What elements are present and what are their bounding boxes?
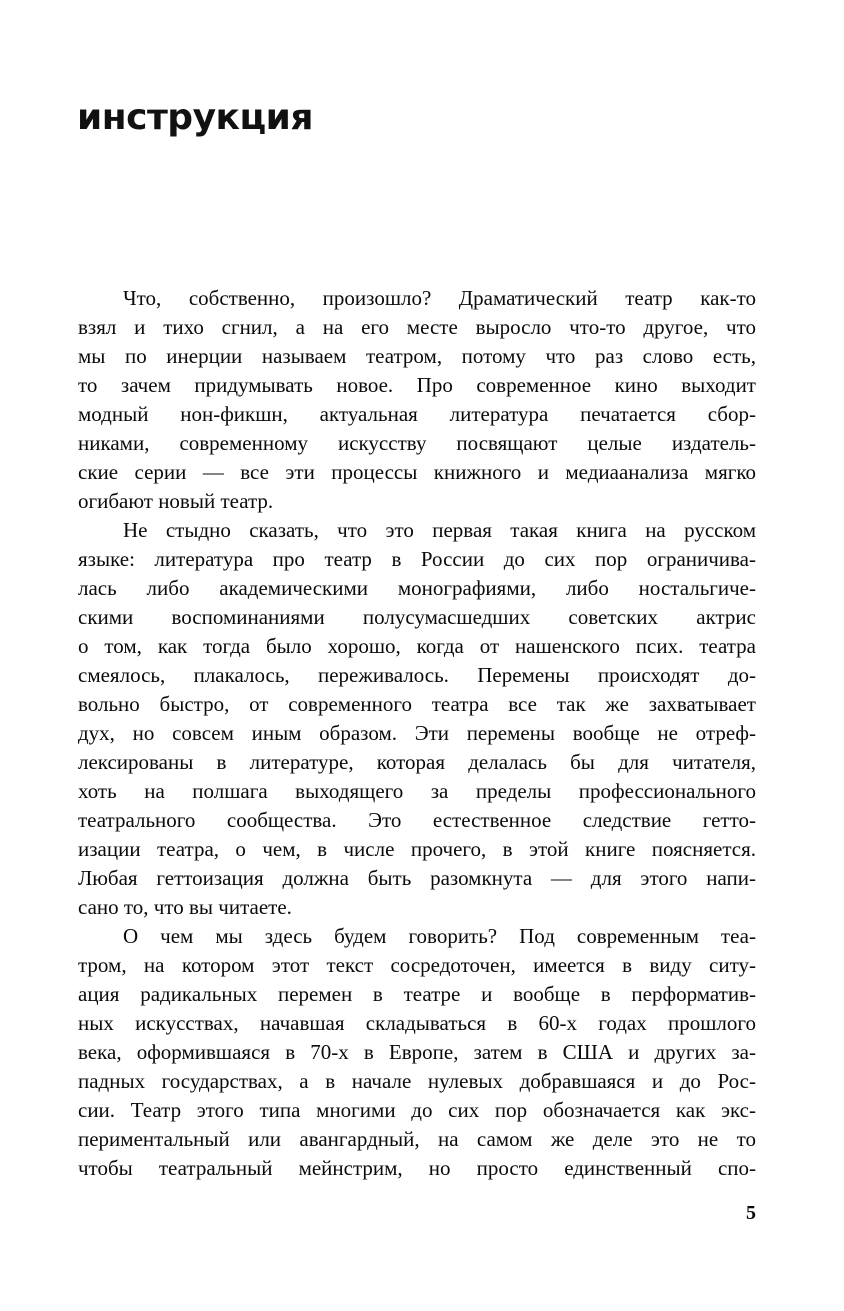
text-line: сано то, что вы читаете. [78,895,292,919]
text-line: смеялось, плакалось, переживалось. Перемены происходят до- [78,663,756,687]
text-line: взял и тихо сгнил, а на его месте выросло что-то другое, что [78,315,756,339]
text-line: лексированы в литературе, которая делалась бы для читателя, [78,750,756,774]
text-line: Не стыдно сказать, что это первая такая книга на русском [123,518,756,542]
text-line: Что, собственно, произошло? Драматический театр как-то [123,286,756,310]
text-line: Любая геттоизация должна быть разомкнута — для этого напи- [78,866,756,890]
text-line: ские серии — все эти процессы книжного и медиаанализа мягко [78,460,756,484]
text-line: театрального сообщества. Это естественное следствие гетто- [78,808,756,832]
text-line: хоть на полшага выходящего за пределы профессионального [78,779,756,803]
paragraph [78,922,756,1183]
text-line: вольно быстро, от современного театра все так же захватывает [78,692,756,716]
text-line: изации театра, о чем, в числе прочего, в этой книге поясняется. [78,837,756,861]
text-line: никами, современному искусству посвящают целые издатель- [78,431,756,455]
body-text-block [78,284,756,1183]
text-line: о том, как тогда было хорошо, когда от нашенского псих. театра [78,634,756,658]
text-line: чтобы театральный мейнстрим, но просто единственный спо- [78,1156,756,1180]
text-line: то зачем придумывать новое. Про современное кино выходит [78,373,756,397]
chapter-title: инструкция [77,97,313,138]
paragraph [78,284,756,516]
text-line: века, оформившаяся в 70-х в Европе, затем в США и других за- [78,1040,756,1064]
text-line: периментальный или авангардный, на самом же деле это не то [78,1127,756,1151]
paragraph [78,516,756,922]
page-number: 5 [746,1202,756,1224]
text-line: модный нон-фикшн, актуальная литература печатается сбор- [78,402,756,426]
text-line: мы по инерции называем театром, потому что раз слово есть, [78,344,756,368]
text-line: падных государствах, а в начале нулевых добравшаяся и до Рос- [78,1069,756,1093]
text-line: скими воспоминаниями полусумасшедших советских актрис [78,605,756,629]
text-line: языке: литература про театр в России до сих пор ограничива- [78,547,756,571]
text-line: ных искусствах, начавшая складываться в 60-х годах прошлого [78,1011,756,1035]
text-line: ация радикальных перемен в театре и вообще в перформатив- [78,982,756,1006]
text-line: дух, но совсем иным образом. Эти перемены вообще не отреф- [78,721,756,745]
text-line: тром, на котором этот текст сосредоточен, имеется в виду ситу- [78,953,756,977]
text-line: О чем мы здесь будем говорить? Под современным теа- [123,924,756,948]
text-line: лась либо академическими монографиями, либо ностальгиче- [78,576,756,600]
text-line: огибают новый театр. [78,489,274,513]
text-line: сии. Театр этого типа многими до сих пор обозначается как экс- [78,1098,756,1122]
